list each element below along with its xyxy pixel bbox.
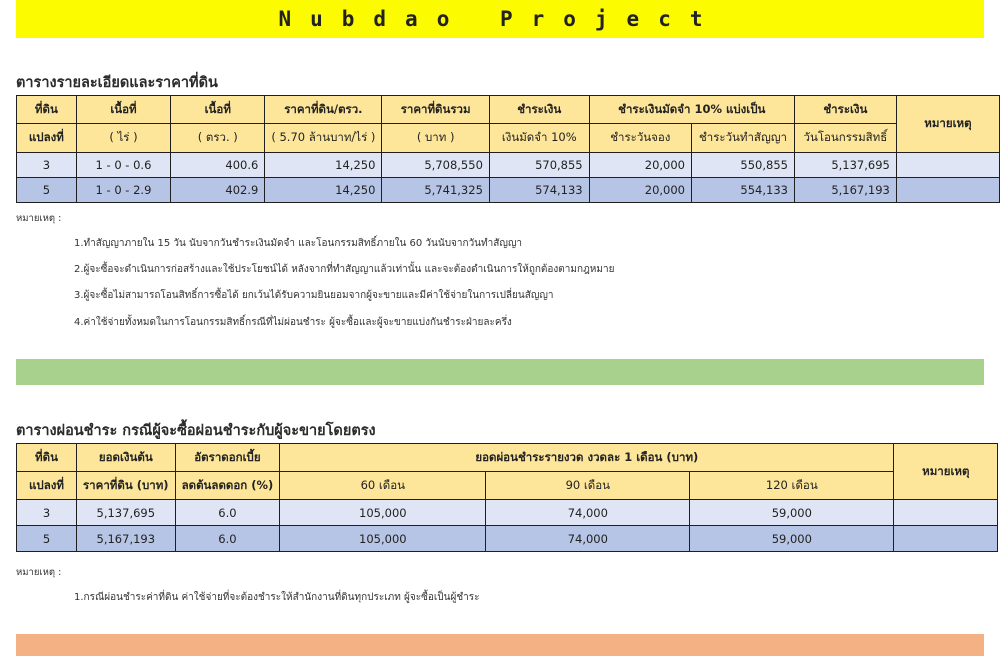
cell-price-per-wa: 14,250: [265, 153, 382, 178]
header-plot-sub: แปลงที่: [17, 472, 77, 500]
cell-total-price: 5,741,325: [382, 178, 489, 203]
price-note-4: 4.ค่าใช้จ่ายทั้งหมดในการโอนกรรมสิทธิ์กรณีที่ไม่ผ่อนชำระ ผู้จะซื้อและผู้จะขายแบ่งกันชำระฝ่ายละครึ่ง: [74, 317, 512, 328]
cell-booking: 20,000: [589, 153, 691, 178]
header-monthly-payment: ยอดผ่อนชำระรายงวด งวดละ 1 เดือน (บาท): [280, 444, 894, 472]
header-transfer-sub: วันโอนกรรมสิทธิ์: [794, 124, 896, 153]
header-90-months: 90 เดือน: [486, 472, 690, 500]
installment-table: [16, 443, 998, 552]
cell-principal: 5,167,193: [77, 526, 176, 552]
header-total-price-unit: ( บาท ): [382, 124, 489, 153]
green-divider-bar: [16, 359, 984, 385]
cell-booking: 20,000: [589, 178, 691, 203]
header-plot: ที่ดิน: [17, 96, 77, 124]
cell-remark: [896, 178, 999, 203]
cell-plot: 5: [17, 526, 77, 552]
header-remark: หมายเหตุ: [894, 444, 998, 500]
cell-plot: 3: [17, 500, 77, 526]
cell-price-per-wa: 14,250: [265, 178, 382, 203]
price-table: [16, 95, 1000, 203]
cell-60-months: 105,000: [280, 526, 486, 552]
table-row: [17, 178, 1000, 203]
installment-note-1: 1.กรณีผ่อนชำระค่าที่ดิน ค่าใช้จ่ายที่จะต้องชำระให้สำนักงานที่ดินทุกประเภท ผู้จะซื้อเป็นผู้ชำระ: [74, 592, 480, 603]
price-notes-label: หมายเหตุ :: [16, 213, 62, 224]
header-remark: หมายเหตุ: [896, 96, 999, 153]
header-principal: ยอดเงินต้น: [77, 444, 176, 472]
cell-transfer: 5,137,695: [794, 153, 896, 178]
header-interest-rate-sub: ลดต้นลดดอก (%): [175, 472, 280, 500]
header-price-per-wa-unit: ( 5.70 ล้านบาท/ไร่ ): [265, 124, 382, 153]
cell-remark: [894, 526, 998, 552]
header-area-wa: เนื้อที่: [171, 96, 265, 124]
header-principal-sub: ราคาที่ดิน (บาท): [77, 472, 176, 500]
cell-60-months: 105,000: [280, 500, 486, 526]
cell-contract: 550,855: [692, 153, 795, 178]
cell-transfer: 5,167,193: [794, 178, 896, 203]
header-area-rai: เนื้อที่: [76, 96, 170, 124]
price-note-3: 3.ผู้จะซื้อไม่สามารถโอนสิทธิ์การซื้อได้ ยกเว้นได้รับความยินยอมจากผู้จะขายและมีค่าใช้จ่ายในการเปลี่ยนสัญญา: [74, 290, 554, 301]
cell-90-months: 74,000: [486, 526, 690, 552]
orange-divider-bar: [16, 634, 984, 656]
cell-total-price: 5,708,550: [382, 153, 489, 178]
header-transfer: ชำระเงิน: [794, 96, 896, 124]
price-note-1: 1.ทำสัญญาภายใน 15 วัน นับจากวันชำระเงินมัดจำ และโอนกรรมสิทธิ์ภายใน 60 วันนับจากวันทำสัญญา: [74, 238, 522, 249]
cell-90-months: 74,000: [486, 500, 690, 526]
cell-deposit: 570,855: [489, 153, 589, 178]
cell-area-rai: 1 - 0 - 2.9: [76, 178, 170, 203]
cell-principal: 5,137,695: [77, 500, 176, 526]
header-plot-sub: แปลงที่: [17, 124, 77, 153]
table-row: [17, 500, 998, 526]
cell-120-months: 59,000: [690, 500, 894, 526]
header-interest-rate: อัตราดอกเบี้ย: [175, 444, 280, 472]
price-section-title: ตารางรายละเอียดและราคาที่ดิน: [16, 75, 218, 91]
header-area-wa-unit: ( ตรว. ): [171, 124, 265, 153]
header-total-price: ราคาที่ดินรวม: [382, 96, 489, 124]
cell-120-months: 59,000: [690, 526, 894, 552]
cell-area-rai: 1 - 0 - 0.6: [76, 153, 170, 178]
price-note-2: 2.ผู้จะซื้อจะดำเนินการก่อสร้างและใช้ประโยชน์ได้ หลังจากที่ทำสัญญาแล้วเท่านั้น และจะต้องดำเนินการให้ถูกต้องตามกฎหมาย: [74, 264, 615, 275]
header-deposit: ชำระเงิน: [489, 96, 589, 124]
header-deposit-split: ชำระเงินมัดจำ 10% แบ่งเป็น: [589, 96, 794, 124]
installment-section-title: ตารางผ่อนชำระ กรณีผู้จะซื้อผ่อนชำระกับผู้จะขายโดยตรง: [16, 423, 376, 439]
cell-plot: 3: [17, 153, 77, 178]
header-booking: ชำระวันจอง: [589, 124, 691, 153]
cell-deposit: 574,133: [489, 178, 589, 203]
cell-remark: [896, 153, 999, 178]
project-title: Nubdao Project: [278, 7, 722, 31]
header-contract: ชำระวันทำสัญญา: [692, 124, 795, 153]
header-price-per-wa: ราคาที่ดิน/ตรว.: [265, 96, 382, 124]
header-deposit-sub: เงินมัดจำ 10%: [489, 124, 589, 153]
installment-notes-label: หมายเหตุ :: [16, 567, 62, 578]
table-row: [17, 153, 1000, 178]
header-area-rai-unit: ( ไร่ ): [76, 124, 170, 153]
cell-contract: 554,133: [692, 178, 795, 203]
header-120-months: 120 เดือน: [690, 472, 894, 500]
cell-interest-rate: 6.0: [175, 500, 280, 526]
project-banner: [16, 0, 984, 38]
cell-area-wa: 400.6: [171, 153, 265, 178]
cell-remark: [894, 500, 998, 526]
cell-interest-rate: 6.0: [175, 526, 280, 552]
header-plot: ที่ดิน: [17, 444, 77, 472]
table-row: [17, 526, 998, 552]
cell-area-wa: 402.9: [171, 178, 265, 203]
header-60-months: 60 เดือน: [280, 472, 486, 500]
cell-plot: 5: [17, 178, 77, 203]
